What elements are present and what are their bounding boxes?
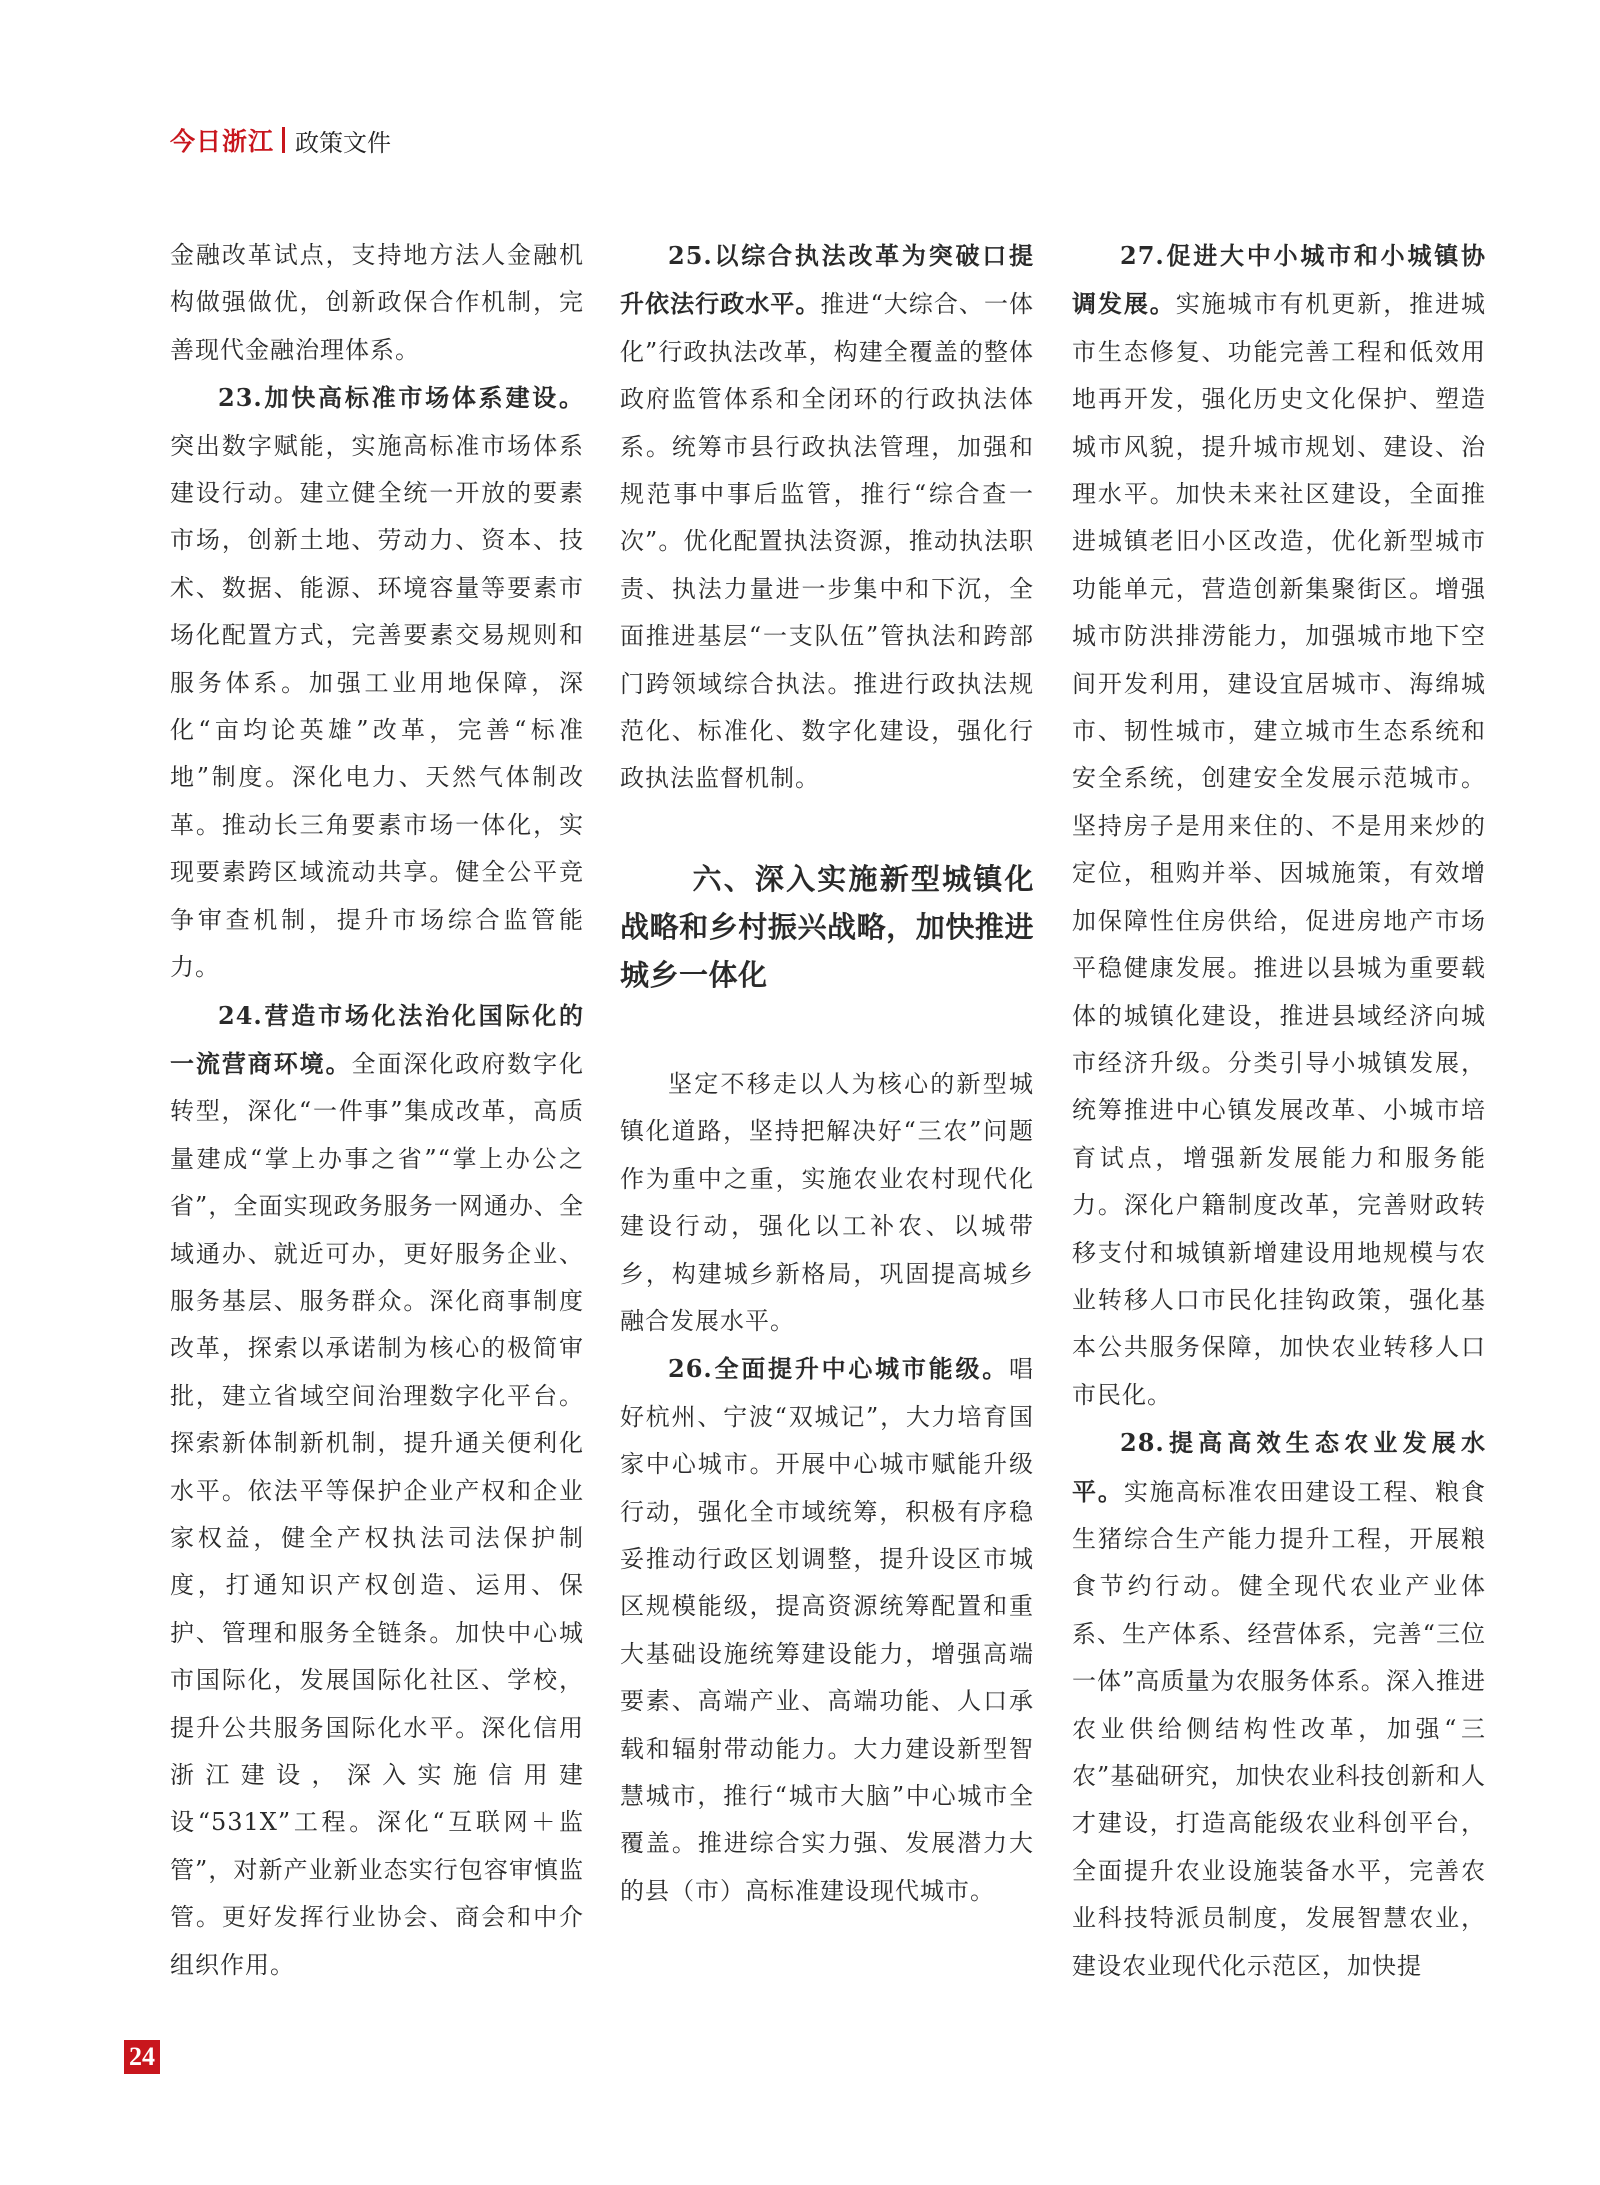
paragraph-28 [1072,1419,1486,1990]
section-label: 政策文件 [295,128,392,157]
item-24-body: 全面深化政府数字化转型，深化“一件事”集成改革，高质量建成“掌上办事之省”“掌上办公之省”，全面实现政务服务一网通办、全域通办、就近可办，更好服务企业、服务基层、服务群众。深化商事制度改革，探索以承诺制为核心的极简审批，建立省域空间治理数字化平台。探索新体制新机制，提升通关便利化水平。依法平等保护企业产权和企业家权益，健全产权执法司法保护制度，打通知识产权创造、运用、保护、管理和服务全链条。加快中心城市国际化，发展国际化社区、学校，提升公共服务国际化水平。深化信用浙江建设，深入实施信用建设“531X”工程。深化“互联网＋监管”，对新产业新业态实行包容审慎监管。更好发挥行业协会、商会和中介组织作用。 [170,1049,585,1979]
item-23-body: 突出数字赋能，实施高标准市场体系建设行动。建立健全统一开放的要素市场，创新土地、劳动力、资本、技术、数据、能源、环境容量等要素市场化配置方式，完善要素交易规则和服务体系。加强工业用地保障，深化“亩均论英雄”改革，完善“标准地”制度。深化电力、天然气体制改革。推动长三角要素市场一体化，实现要素跨区域流动共享。健全公平竞争审查机制，提升市场综合监管能力。 [170,431,584,982]
column-1 [170,232,584,1989]
item-28-title: 28.提高高效生态农业发展水平。 [1072,1428,1486,1506]
item-24-title: 24.营造市场化法治化国际化的一流营商环境。 [170,1000,584,1078]
item-26-title: 26.全面提升中心城市能级。 [668,1354,1009,1384]
paragraph-27 [1072,232,1486,1419]
item-26-body: 唱好杭州、宁波“双城记”，大力培育国家中心城市。开展中心城市赋能升级行动，强化全市域统筹，积极有序稳妥推动行政区划调整，提升设区市城区规模能级，提高资源统筹配置和重大基础设施统筹建设能力，增强高端要素、高端产业、高端功能、人口承载和辐射带动能力。大力建设新型智慧城市，推行“城市大脑”中心城市全覆盖。推进综合实力强、发展潜力大的县（市）高标准建设现代城市。 [620,1355,1034,1905]
column-2 [620,232,1034,1915]
paragraph-25 [620,232,1034,803]
section-heading: 六、深入实施新型城镇化战略和乡村振兴战略，加快推进城乡一体化 [620,861,1034,992]
paragraph-26 [620,1345,1034,1915]
item-27-title: 27.促进大中小城市和小城镇协调发展。 [1072,241,1486,319]
paragraph-24 [170,992,584,1990]
item-25-title: 25.以综合执法改革为突破口提升依法行政水平。 [620,241,1034,319]
column-3 [1072,232,1486,1990]
publication-logo: 今日浙江 [170,127,275,156]
item-25-body: 推进“大综合、一体化”行政执法改革，构建全覆盖的整体政府监管体系和全闭环的行政执法体系。统筹市县行政执法管理，加强和规范事中事后监管，推行“综合查一次”。优化配置执法资源，推动执法职责、执法力量进一步集中和下沉，全面推进基层“一支队伍”管执法和跨部门跨领域综合执法。推进行政执法规范化、标准化、数字化建设，强化行政执法监督机制。 [620,290,1034,793]
section-intro: 坚定不移走以人为核心的新型城镇化道路，坚持把解决好“三农”问题作为重中之重，实施农业农村现代化建设行动，强化以工补农、以城带乡，构建城乡新格局，巩固提高城乡融合发展水平。 [620,1069,1034,1335]
page-header [170,122,391,158]
paragraph-continued: 金融改革试点，支持地方法人金融机构做强做优，创新政保合作机制，完善现代金融治理体系。 [170,241,584,364]
paragraph-23 [170,374,584,991]
item-23-title: 23.加快高标准市场体系建设。 [218,383,584,413]
page-number: 24 [124,2040,160,2074]
item-28-body: 实施高标准农田建设工程、粮食生猪综合生产能力提升工程，开展粮食节约行动。健全现代农业产业体系、生产体系、经营体系，完善“三位一体”高质量为农服务体系。深入推进农业供给侧结构性改革，加强“三农”基础研究，加快农业科技创新和人才建设，打造高能级农业科创平台，全面提升农业设施装备水平，完善农业科技特派员制度，发展智慧农业，建设农业现代化示范区，加快提 [1072,1477,1487,1980]
item-27-body: 实施城市有机更新，推进城市生态修复、功能完善工程和低效用地再开发，强化历史文化保护、塑造城市风貌，提升城市规划、建设、治理水平。加快未来社区建设，全面推进城镇老旧小区改造，优化新型城市功能单元，营造创新集聚街区。增强城市防洪排涝能力，加强城市地下空间开发利用，建设宜居城市、海绵城市、韧性城市，建立城市生态系统和安全系统，创建安全发展示范城市。坚持房子是用来住的、不是用来炒的定位，租购并举、因城施策，有效增加保障性住房供给，促进房地产市场平稳健康发展。推进以县城为重要载体的城镇化建设，推进县域经济向城市经济升级。分类引导小城镇发展，统筹推进中心镇发展改革、小城市培育试点，增强新发展能力和服务能力。深化户籍制度改革，完善财政转移支付和城镇新增建设用地规模与农业转移人口市民化挂钩政策，强化基本公共服务保障，加快农业转移人口市民化。 [1072,290,1487,1409]
header-divider [282,127,285,153]
